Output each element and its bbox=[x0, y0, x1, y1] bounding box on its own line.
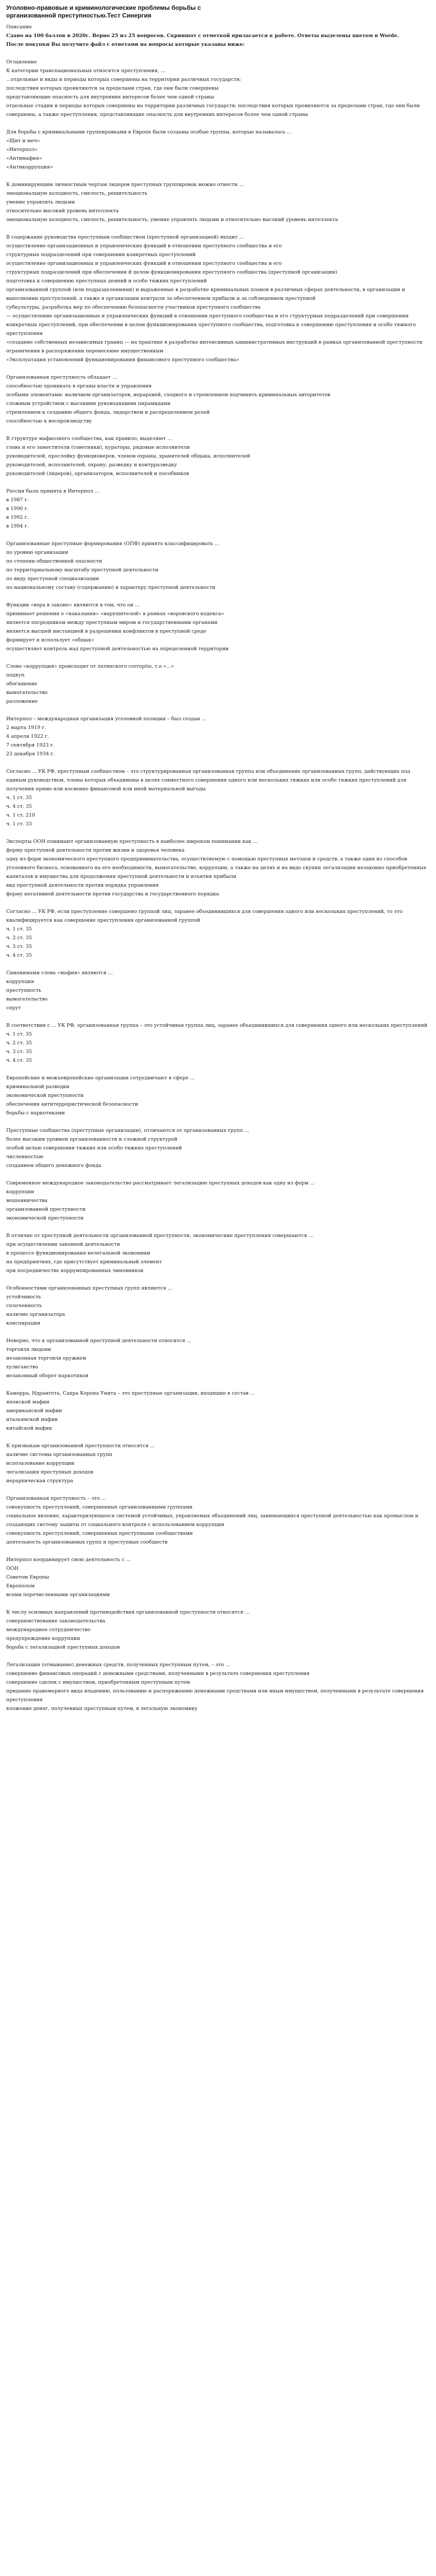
question-block bbox=[6, 837, 430, 899]
answer-option: борьбы с наркотиками bbox=[6, 1110, 65, 1116]
answer-option: формирует и использует «общак» bbox=[6, 637, 94, 643]
answer-option: совокупность преступлений, совершенных преступными сообществами bbox=[6, 1531, 193, 1536]
question-block bbox=[6, 128, 430, 172]
answer-option: руководителей (лидеров), организаторов, исполнителей и пособников bbox=[6, 471, 189, 477]
answer-option: по национальному составу (содержанию) и характеру преступной деятельности bbox=[6, 585, 216, 590]
answer-option: наличие системы организованных групп bbox=[6, 1452, 113, 1458]
question-text: Современное международное законодательство рассматривает легализацию преступных доходов как одну из форм ... bbox=[6, 1180, 315, 1186]
answer-option: способностью к воспроизводству bbox=[6, 418, 92, 424]
answer-option: руководителей, исполнителей, охрану, разведку и контрразведку bbox=[6, 462, 177, 468]
answer-option: при посредничестве коррумпированных чиновников bbox=[6, 1268, 144, 1274]
question-text: К числу основных направлений противодействия организованной преступности относятся ... bbox=[6, 1609, 250, 1615]
answer-option: более высоким уровнем организованности и сложной структурой bbox=[6, 1137, 178, 1142]
answer-option: обеспечения антитеррористической безопасности bbox=[6, 1101, 138, 1107]
question-block bbox=[6, 1179, 430, 1223]
question-text: К доминирующим личностным чертам лидеров преступных группировок можно отнести ... bbox=[6, 182, 244, 188]
question-text: Функции «вора в законе» являются в том, что он ... bbox=[6, 602, 140, 608]
answer-option: обогащение bbox=[6, 681, 38, 687]
answer-option: структурных подразделений при совершении конкретных преступлений bbox=[6, 252, 196, 258]
question-block bbox=[6, 1442, 430, 1485]
question-block bbox=[6, 1389, 430, 1433]
question-text: Россия была принята в Интерпол ... bbox=[6, 488, 100, 494]
answer-option: ООН bbox=[6, 1566, 19, 1571]
answer-option: руководителей, прослойку функционеров, членов охраны, хранителей общака, исполнителей bbox=[6, 453, 250, 459]
question-block bbox=[6, 715, 430, 758]
answer-option: разложение bbox=[6, 699, 38, 704]
answer-option: 2 марта 1919 г. bbox=[6, 725, 46, 731]
answer-option: осуществление организационных и управленческих функций в отношении преступного сообщества и его bbox=[6, 261, 282, 266]
answer-option: ч. 2 ст. 35 bbox=[6, 935, 32, 941]
question-text: Интерпол – международная организация уголовной полиции – был создан ... bbox=[6, 716, 206, 722]
answer-option: предупреждение коррупции bbox=[6, 1636, 80, 1641]
question-text: К признакам организованной преступности относятся ... bbox=[6, 1443, 155, 1449]
answer-option: японской мафии bbox=[6, 1399, 49, 1405]
answer-option: вымогательство bbox=[6, 690, 48, 696]
question-text: Организованная преступность – это ... bbox=[6, 1496, 106, 1501]
answer-option: ч. 1 ст. 35 bbox=[6, 926, 32, 932]
answer-option: ...отдельные и виды и периоды которых совершены на территории различных государств; bbox=[6, 77, 241, 82]
answer-option: эмоциональную холодность, смелость, решительность, умение управлять людьми и относительно высокий уровень интеллекта bbox=[6, 217, 338, 223]
answer-option: 4 апреля 1922 г. bbox=[6, 734, 49, 739]
question-text: Согласно ... УК РФ, если преступление совершено группой лиц, заранее объединившихся для совершения одного или нескольких преступлений, то это квалифицируется как совершение преступления организованной группой bbox=[6, 909, 403, 923]
answer-option: преступность bbox=[6, 988, 42, 993]
question-block bbox=[6, 1660, 430, 1713]
question-block bbox=[6, 767, 430, 828]
answer-option: коррупция bbox=[6, 979, 34, 985]
question-text: Каморра, Ндрангета, Сакра Корона Унита – это преступные организации, входящие в состав ... bbox=[6, 1391, 255, 1396]
question-block bbox=[6, 1126, 430, 1170]
answer-option: американской мафии bbox=[6, 1408, 62, 1414]
answer-option: незаконный оборот наркотиков bbox=[6, 1373, 89, 1379]
answer-option: структурных подразделений при обеспечении й целом функционирования преступного сообщества (преступной организации) bbox=[6, 269, 338, 275]
answer-option: в процессе функционирования нелегальной экономики bbox=[6, 1250, 151, 1256]
question-block bbox=[6, 1021, 430, 1065]
question-block bbox=[6, 662, 430, 706]
answer-option: последствия которых проявляются за пределами стран, где они были совершены bbox=[6, 86, 219, 91]
answer-option: осуществление организационных и управленческих функций в отношении преступного сообщества и его bbox=[6, 243, 282, 249]
answer-option: по виду преступной специализации bbox=[6, 576, 99, 582]
description-label: Описание bbox=[6, 24, 32, 30]
answer-option: совершение финансовых операций с денежными средствами, полученными в результате совершения преступления bbox=[6, 1671, 310, 1676]
answer-option: в 1987 г. bbox=[6, 497, 29, 503]
question-text: Эксперты ООН понимают организованную преступность в наиболее широком понимании как ... bbox=[6, 839, 258, 844]
answer-option: субкультуры, разработка мер по обеспечению безопасности участников преступного сообщества bbox=[6, 304, 261, 310]
answer-option: является высшей инстанцией в разрешении конфликтов в преступной среде bbox=[6, 629, 206, 634]
answer-option: ч. 1 ст. 210 bbox=[6, 812, 36, 818]
question-block bbox=[6, 1074, 430, 1117]
answer-option: социальное явление, характеризующееся системой устойчивых, управляемых объединений лиц, занимающихся преступной деятельностью как промыслом и создающих систему защиты от социального контроля с использованием коррупции bbox=[6, 1513, 418, 1528]
question-block bbox=[6, 1608, 430, 1652]
answer-option: ч. 2 ст. 35 bbox=[6, 1040, 32, 1046]
answer-option: представляющие опасность для внутренних интересов более чем одной страны bbox=[6, 94, 214, 100]
question-block bbox=[6, 487, 430, 531]
question-block bbox=[6, 1555, 430, 1599]
answer-option: «Антикоррупция» bbox=[6, 164, 53, 170]
answer-option: относительно высокий уровень интеллекта bbox=[6, 208, 119, 214]
description bbox=[6, 31, 430, 49]
question-block bbox=[6, 539, 430, 592]
answer-option: ч. 4 ст. 35 bbox=[6, 804, 32, 809]
page-title: Уголовно-правовые и криминологические проблемы борьбы с организованной преступностью.Тест Синергия bbox=[6, 4, 201, 19]
answer-option: вложение денег, полученных преступным путем, в легальную экономику bbox=[6, 1706, 198, 1711]
answer-option: организованной преступности bbox=[6, 1207, 86, 1212]
question-text: Интерпол координирует свою деятельность с ... bbox=[6, 1557, 131, 1563]
answer-option: спрут bbox=[6, 1005, 21, 1011]
answer-option: криминальной разведки bbox=[6, 1084, 69, 1090]
question-block bbox=[6, 373, 430, 426]
question-text: Европейские и межъевропейские организации сотрудничают в сфере ... bbox=[6, 1075, 195, 1081]
question-block bbox=[6, 233, 430, 364]
question-block bbox=[6, 180, 430, 224]
answer-option: Европолом bbox=[6, 1583, 35, 1589]
answer-option: осуществляет контроль над преступной деятельностью на определенной территории bbox=[6, 646, 229, 652]
answer-option: 7 сентября 1923 г. bbox=[6, 742, 55, 748]
description-line: Сдано на 100 баллов в 2020г. Верно 25 из 25 вопросов. Скриншот с отметкой прилагается к работе. Ответы выделены цветом в Worde. bbox=[6, 33, 399, 39]
answer-option: ч. 4 ст. 35 bbox=[6, 953, 32, 958]
question-list bbox=[6, 58, 430, 1713]
answer-option: придание правомерного вида владению, пользованию и распоряжению денежными средствами или иным имуществом, полученными в результате совершения преступления bbox=[6, 1688, 424, 1703]
answer-option: мошенничества bbox=[6, 1198, 48, 1204]
answer-option: «Щит и меч» bbox=[6, 138, 40, 144]
answer-option: форму негативной деятельности против государства и государственного порядка bbox=[6, 891, 219, 897]
answer-option: ч. 1 ст. 35 bbox=[6, 795, 32, 801]
answer-option: — осуществление организационных и управленческих функций в отношении преступного сообщества и его структурных подразделений при совершении конкретных преступлений, при обеспечении в целом функционирования преступного сообщества, подготовка к совершению преступления и особо тяжкого преступления bbox=[6, 313, 416, 336]
answer-option: совокупность преступлений, совершенных организованными группами bbox=[6, 1504, 193, 1510]
answer-option: экономической преступности bbox=[6, 1215, 84, 1221]
answer-option: вымогательство bbox=[6, 996, 48, 1002]
question-block bbox=[6, 1494, 430, 1547]
answer-option: по степени общественной опасности bbox=[6, 558, 102, 564]
answer-option: незаконная торговля оружием bbox=[6, 1355, 86, 1361]
answer-option: 23 декабря 1934 г. bbox=[6, 751, 55, 757]
answer-option: коррупции bbox=[6, 1189, 34, 1195]
question-text: Организованная преступность обладает ... bbox=[6, 375, 117, 380]
answer-option: по территориальному масштабу преступной деятельности bbox=[6, 567, 159, 573]
answer-option: в 1994 г. bbox=[6, 523, 29, 529]
question-block bbox=[6, 1336, 430, 1380]
answer-option: деятельность организованных групп и преступных сообществ bbox=[6, 1539, 168, 1545]
answer-option: подготовка к совершению преступных деяний и особо тяжких преступлений bbox=[6, 278, 207, 284]
answer-option: торговля людьми bbox=[6, 1347, 51, 1352]
answer-option: конспирация bbox=[6, 1320, 41, 1326]
answer-option: принимает решения о «наказании» «нарушителей» в рамках «воровского кодекса» bbox=[6, 611, 224, 617]
answer-option: особой целью совершения тяжких или особо тяжких преступлений bbox=[6, 1145, 182, 1151]
answer-option: форму преступной деятельности против жизни и здоровья человека bbox=[6, 848, 185, 853]
answer-option: Советом Европы bbox=[6, 1574, 49, 1580]
answer-option: К категории трансnациональных относятся преступления, ... bbox=[6, 68, 166, 74]
question-text: Преступные сообщества (преступные организации), отличаются от организованных групп ... bbox=[6, 1128, 249, 1133]
answer-option: эмоциональную холодность, смелость, решительность bbox=[6, 191, 148, 196]
answer-option: отдельные стадии и периоды которых совершены на территории различных государств; последствия которых проявляются за пределами стран, где они были совершены, а также преступления, представляющие опасность для внутренних интересов более чем одной страны bbox=[6, 103, 420, 117]
answer-option: иерархическая структура bbox=[6, 1478, 74, 1484]
question-block bbox=[6, 1284, 430, 1328]
description-line: После покупки Вы получите файл с ответами на вопросы которые указаны ниже: bbox=[6, 42, 245, 47]
question-text: В содержание руководства преступным сообществом (преступной организацией) входит ... bbox=[6, 234, 244, 240]
answer-option: организованной группой (или подразделениями) и выраженные в разработке криминальных планов в различных сферах деятельности, в организации и выполнении преступлений, а также в организации контроля за обеспечением прибыли и за соблюдением преступной bbox=[6, 287, 405, 301]
question-text: Согласно ... УК РФ, преступным сообществом – это структурированная организованная группа или объединение организованных групп, действующих под единым руководством, члены которых объединены в целях совместного совершения одного или нескольких тяжких или особо тяжких преступлений для получения прямо или косвенно финансовой или иной материальной выгоды bbox=[6, 769, 410, 792]
answer-option: созданием общего денежного фонда bbox=[6, 1163, 101, 1168]
answer-option: китайской мафии bbox=[6, 1426, 53, 1431]
question-text: Неверно, что к организованной преступной деятельности относится ... bbox=[6, 1338, 191, 1344]
answer-option: сплоченность bbox=[6, 1303, 42, 1309]
answer-option: «Эксплуатация установлений функционирования финансового преступного сообщества» bbox=[6, 357, 239, 363]
answer-option: одну из форм экономического преступного предпринимательства, осуществляемую с помощью преступных методов и средств, а также один из способов уголовного бизнеса, основанного на его необходимости, вымогательстве, коррупции, а также на целях и на виде скупки легализации незаконно приобретенных капиталов и имущества для продолжения преступной деятельности и изъятия прибыли bbox=[6, 856, 427, 879]
answer-option: всеми перечисленными организациями bbox=[6, 1592, 110, 1598]
question-block bbox=[6, 434, 430, 478]
answer-option: в 1990 г. bbox=[6, 506, 29, 512]
question-block bbox=[6, 58, 430, 119]
answer-option: ч. 3 ст. 35 bbox=[6, 1049, 32, 1055]
answer-option: особыми элементами: наличием организаторов, иерархией, сходного и стремлением подчинить криминальных авторитетов bbox=[6, 392, 330, 398]
answer-option: «Интерпол» bbox=[6, 147, 38, 152]
question-block bbox=[6, 601, 430, 653]
answer-option: является посредником между преступным миром и государственными органами bbox=[6, 620, 218, 625]
answer-option: международное сотрудничество bbox=[6, 1627, 91, 1633]
question-text: Синонимами слова «мафия» являются ... bbox=[6, 970, 113, 976]
question-text: Слово «коррупция» происходит от латинского corruptio, т.е «...» bbox=[6, 664, 175, 669]
question-text: Оглавление bbox=[6, 59, 37, 65]
answer-option: совершенствование законодательства bbox=[6, 1618, 106, 1624]
answer-option: хулиганство bbox=[6, 1364, 38, 1370]
question-text: Для борьбы с криминальными группировками в Европе были созданы особые группы, которые называлась ... bbox=[6, 129, 292, 135]
answer-option: устойчивость bbox=[6, 1294, 41, 1300]
question-text: Особенностями организованных преступных групп являются ... bbox=[6, 1285, 172, 1291]
answer-option: при осуществлении законной деятельности bbox=[6, 1242, 120, 1247]
answer-option: подкуп bbox=[6, 672, 25, 678]
question-text: В структуре мафиозного сообщества, как правило, выделяют ... bbox=[6, 436, 172, 442]
answer-option: наличие организатора bbox=[6, 1312, 65, 1317]
answer-option: борьба с легализацией преступных доходов bbox=[6, 1645, 120, 1650]
question-block bbox=[6, 1231, 430, 1275]
answer-option: ч. 3 ст. 35 bbox=[6, 944, 32, 950]
answer-option: экономической преступности bbox=[6, 1093, 84, 1098]
question-text: В соответствии с ... УК РФ, организованная группа – это устойчивая группа лиц, заранее объединившихся для совершения одного или нескольких преступлений bbox=[6, 1023, 428, 1028]
question-block bbox=[6, 969, 430, 1012]
answer-option: сложным устройством с высокими руководящими пирамидами bbox=[6, 401, 171, 406]
answer-option: вид преступной деятельности против порядка управления bbox=[6, 883, 159, 888]
answer-option: в 1992 г. bbox=[6, 515, 29, 520]
answer-option: использование коррупции bbox=[6, 1461, 75, 1466]
answer-option: итальянской мафии bbox=[6, 1417, 58, 1422]
answer-option: легализация преступных доходов bbox=[6, 1469, 94, 1475]
answer-option: «Антимафия» bbox=[6, 156, 42, 161]
question-text: Легализация (отмывание) денежных средств, полученных преступным путем, – это ... bbox=[6, 1662, 231, 1668]
question-block bbox=[6, 907, 430, 960]
answer-option: способностью проникать в органы власти и управления bbox=[6, 383, 152, 389]
answer-option: численностью bbox=[6, 1154, 43, 1160]
answer-option: совершение сделок с имуществом, приобретенным преступным путем bbox=[6, 1680, 190, 1685]
answer-option: умение управлять людьми bbox=[6, 199, 75, 205]
question-text: В отличие от преступной деятельности организованной преступности, экономические преступления совершаются ... bbox=[6, 1233, 313, 1239]
answer-option: «создание собственных независимых границ — на практике в разработке интенсивных административных инструкций в рамках организованной преступности ограничения в распоряжении перенесение имущественным bbox=[6, 340, 423, 354]
answer-option: стремлением к созданию общего фонда, лидерством и распределением ролей bbox=[6, 410, 210, 415]
answer-option: на предприятиях, где присутствует криминальный элемент bbox=[6, 1259, 162, 1265]
answer-option: ч. 1 ст. 35 bbox=[6, 1031, 32, 1037]
answer-option: глава и его заместители (советники), кураторы, рядовые исполнители bbox=[6, 445, 190, 450]
question-text: Организованные преступные формирования (ОПФ) принято классифицировать ... bbox=[6, 541, 220, 547]
answer-option: по уровню организации bbox=[6, 550, 68, 555]
answer-option: ч. 4 ст. 35 bbox=[6, 1058, 32, 1063]
answer-option: ч. 1 ст. 33 bbox=[6, 821, 32, 827]
